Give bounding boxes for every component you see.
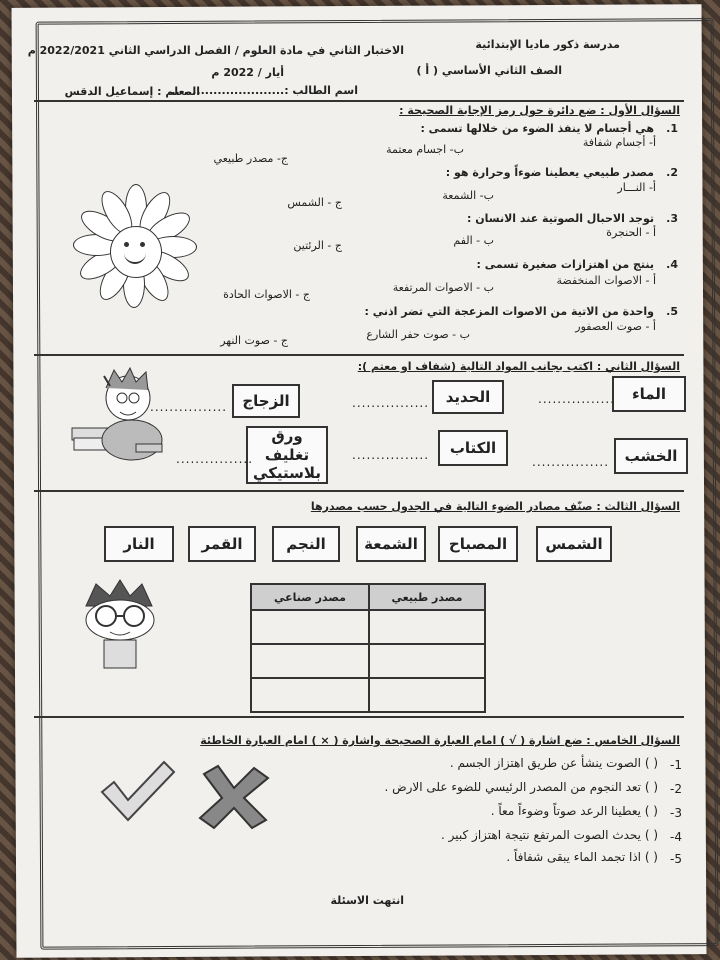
- answer-blank[interactable]: ................: [352, 448, 430, 462]
- thinking-boy-icon: [70, 366, 170, 462]
- divider: [34, 490, 684, 492]
- material-box-wood: الخشب: [614, 438, 688, 474]
- divider: [34, 354, 684, 356]
- material-box-book: الكتاب: [438, 430, 508, 466]
- q1-item3-option-c[interactable]: ج - الرئتين: [293, 239, 342, 252]
- table-header-artificial: مصدر صناعي: [251, 584, 369, 610]
- q1-item3-option-a[interactable]: أ - الحنجرة: [606, 226, 656, 239]
- table-cell[interactable]: [251, 644, 369, 678]
- table-cell[interactable]: [369, 644, 485, 678]
- q1-item2-option-a[interactable]: أ- النـــار: [617, 181, 656, 194]
- boy-with-glasses-icon: [76, 576, 162, 672]
- q5-item5-number: 5-: [670, 852, 682, 866]
- q5-item3-statement[interactable]: ( ) يعطينا الرعد صوتاً وضوءاً معاً .: [490, 804, 658, 818]
- sun-icon: [78, 190, 192, 314]
- q1-item4-option-b[interactable]: ب - الاصوات المرتفعة: [392, 281, 494, 294]
- source-box-fire: النار: [104, 526, 174, 562]
- source-box-lamp: المصباح: [438, 526, 518, 562]
- exam-title: الاختبار الثاني في مادة العلوم / الفصل الدراسي الثاني 2022/2021 م: [27, 44, 404, 57]
- q5-item4-number: 4-: [670, 830, 682, 844]
- q1-item3-number: 3.: [666, 212, 678, 225]
- divider: [34, 100, 684, 102]
- table-cell[interactable]: [369, 610, 485, 644]
- checkmark-icon: [98, 758, 178, 824]
- table-header-natural: مصدر طبيعي: [369, 584, 485, 610]
- material-box-iron: الحديد: [432, 380, 504, 414]
- q1-item2-number: 2.: [666, 166, 678, 179]
- student-name-field[interactable]: اسم الطالب :............................: [167, 84, 358, 97]
- source-box-sun: الشمس: [536, 526, 612, 562]
- source-box-moon: القمر: [188, 526, 256, 562]
- q1-item2-option-c[interactable]: ج - الشمس: [287, 196, 342, 209]
- q5-item1-statement[interactable]: ( ) الصوت ينشأ عن طريق اهتزاز الجسم .: [449, 756, 658, 770]
- q1-item4-question: ينتج من اهتزازات صغيرة تسمى :: [476, 258, 654, 271]
- exam-end-label: انتهت الاسئلة: [330, 894, 404, 907]
- q5-item1-number: 1-: [670, 758, 682, 772]
- table-cell[interactable]: [251, 678, 369, 712]
- divider: [34, 716, 684, 718]
- q5-item2-statement[interactable]: ( ) تعد النجوم من المصدر الرئيسي للضوء على الارض .: [384, 780, 658, 794]
- table-cell[interactable]: [369, 678, 485, 712]
- q1-item1-option-c[interactable]: ج- مصدر طبيعي: [213, 152, 288, 165]
- q5-title: السؤال الخامس : ضع اشارة ( √ ) امام العبارة الصحيحة واشارة ( × ) امام العبارة الخاطئة: [200, 734, 680, 747]
- q5-item5-statement[interactable]: ( ) اذا تجمد الماء يبقى شفافاً .: [506, 850, 658, 864]
- answer-blank[interactable]: ................: [150, 400, 228, 414]
- material-box-plastic-wrap: ورق تغليف بلاستيكي: [246, 426, 328, 484]
- q1-item4-number: 4.: [666, 258, 678, 271]
- teacher-name: المعلم : إسماعيل الدقس: [64, 85, 200, 98]
- q1-item4-option-c[interactable]: ج - الاصوات الحادة: [223, 288, 310, 301]
- material-box-water: الماء: [612, 376, 686, 412]
- q1-item1-option-a[interactable]: أ- أجسام شفافة: [582, 136, 656, 149]
- q1-item4-option-a[interactable]: أ - الاصوات المنخفضة: [556, 274, 656, 287]
- q5-item4-statement[interactable]: ( ) يحدث الصوت المرتفع نتيجة اهتزاز كبير .: [441, 828, 658, 842]
- table-cell[interactable]: [251, 610, 369, 644]
- q1-title: السؤال الأول : ضع دائرة حول رمز الإجابة الصحيحة :: [399, 104, 680, 117]
- q1-item3-question: توجد الاحبال الصوتية عند الانسان :: [467, 212, 654, 225]
- answer-blank[interactable]: ................: [176, 452, 254, 466]
- source-box-candle: الشمعة: [356, 526, 426, 562]
- q1-item5-option-c[interactable]: ج - صوت النهر: [220, 334, 288, 347]
- q1-item1-question: هي أجسام لا ينفذ الضوء من خلالها تسمى :: [420, 122, 654, 135]
- q1-item2-question: مصدر طبيعي يعطينا ضوءاً وحرارة هو :: [445, 166, 654, 179]
- q2-title: السؤال الثاني : اكتب بجانب المواد التالية (شفاف او معتم ):: [357, 360, 680, 373]
- q1-item5-option-b[interactable]: ب - صوت حفر الشارع: [366, 328, 470, 341]
- grade-label: الصف الثاني الأساسي ( أ ): [416, 64, 562, 77]
- q3-title: السؤال الثالث : صنّف مصادر الضوء التالية في الجدول حسب مصدرها: [310, 500, 680, 513]
- q1-item2-option-b[interactable]: ب- الشمعة: [442, 189, 494, 202]
- source-box-star: النجم: [272, 526, 340, 562]
- answer-blank[interactable]: ................: [538, 392, 616, 406]
- q1-item1-option-b[interactable]: ب- اجسام معتمة: [386, 143, 464, 156]
- answer-blank[interactable]: ................: [352, 396, 430, 410]
- q1-item5-question: واحدة من الاتية من الاصوات المزعجة التي تضر اذني :: [364, 305, 654, 318]
- q1-item3-option-b[interactable]: ب - الفم: [453, 234, 494, 247]
- material-box-glass: الزجاج: [232, 384, 300, 418]
- school-name: مدرسة ذكور ماديا الإبتدائية: [475, 38, 620, 51]
- x-mark-icon: [196, 764, 272, 830]
- q5-item3-number: 3-: [670, 806, 682, 820]
- exam-date: أيار / 2022 م: [211, 66, 284, 79]
- q1-item1-number: 1.: [666, 122, 678, 135]
- answer-blank[interactable]: ................: [532, 455, 610, 469]
- light-source-table: [250, 583, 486, 713]
- q5-item2-number: 2-: [670, 782, 682, 796]
- q1-item5-option-a[interactable]: أ - صوت العصفور: [575, 320, 656, 333]
- q1-item5-number: 5.: [666, 305, 678, 318]
